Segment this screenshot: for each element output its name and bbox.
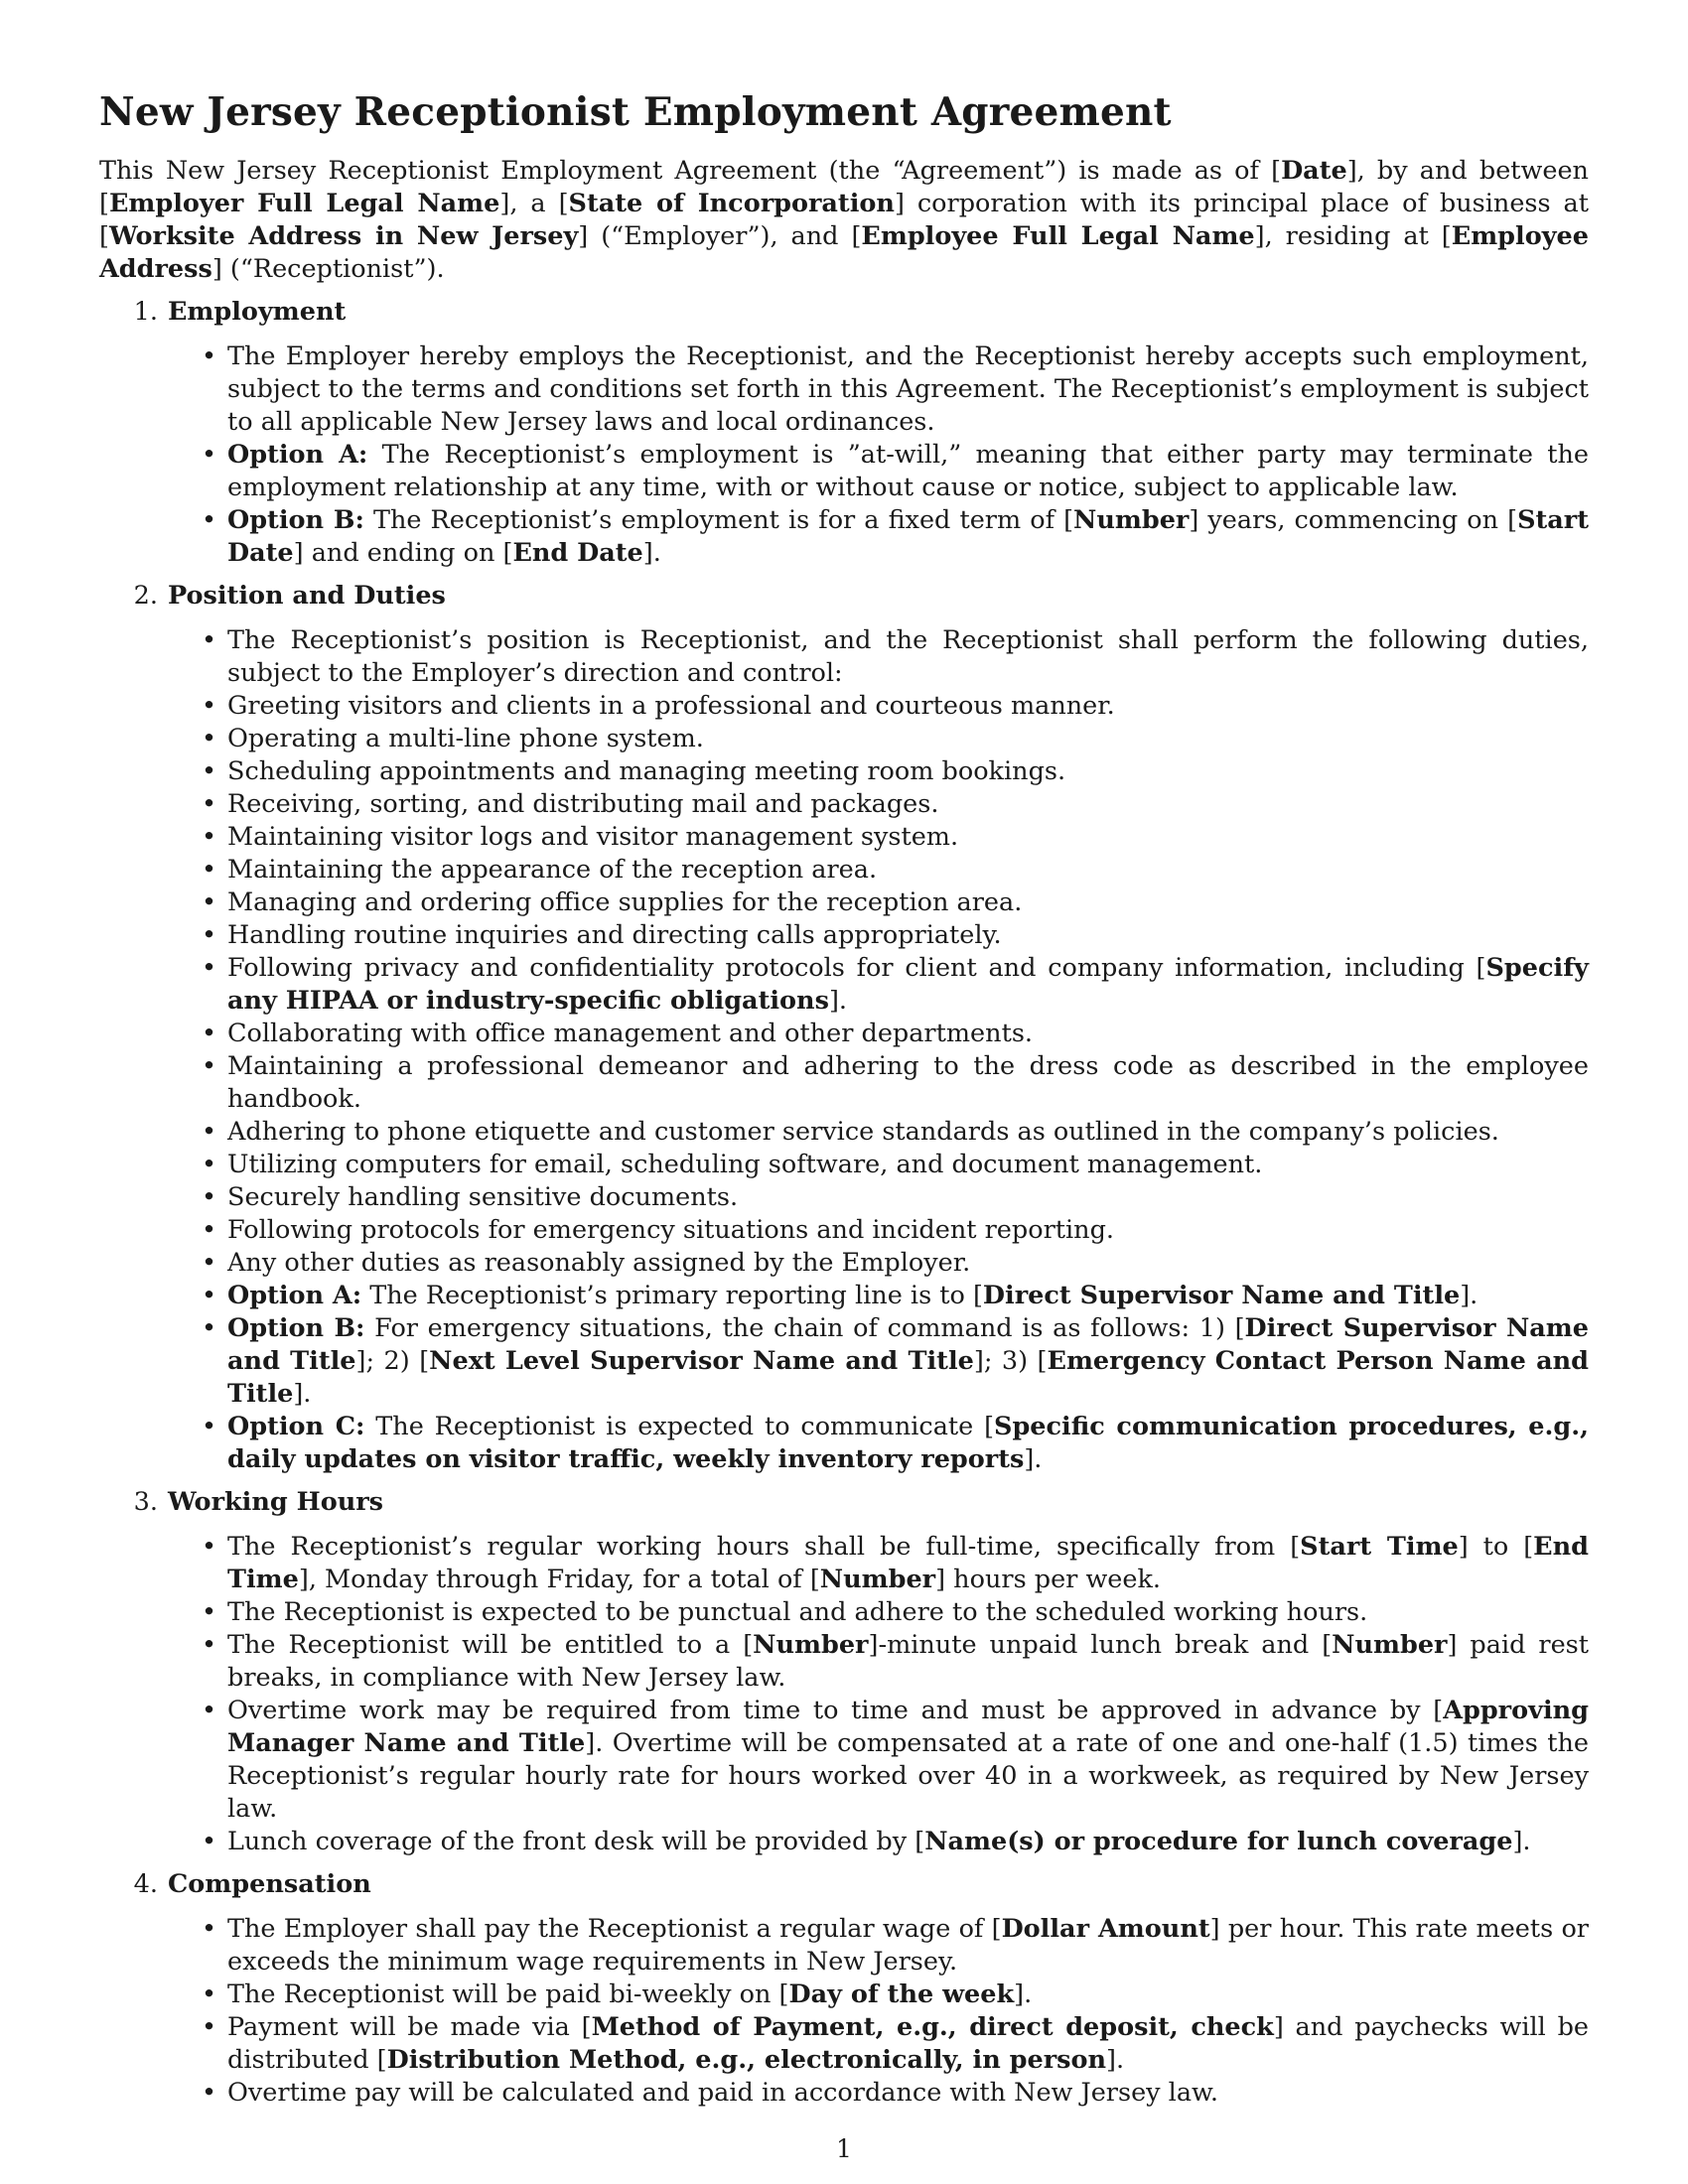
list-item: • The Receptionist’s regular working hours shall be full-time, specifically from [Start Time] to [End Time], Monday through Friday, for a total of [Number] hours per week. [227, 1531, 1589, 1596]
placeholder-field: Number [1073, 505, 1190, 535]
list-item: • Scheduling appointments and managing meeting room bookings. [227, 755, 1589, 788]
section-1 [99, 296, 1589, 570]
placeholder-field: Option B: [227, 1313, 365, 1343]
placeholder-field: Specific communication procedures, e.g., daily updates on visitor traffic, weekly inventory reports [227, 1412, 1589, 1474]
list-item: • Option A: The Receptionist’s primary reporting line is to [Direct Supervisor Name and Title]. [227, 1280, 1589, 1312]
section-list [99, 296, 1589, 2110]
list-item: • Option B: For emergency situations, the chain of command is as follows: 1) [Direct Supervisor Name and Title]; 2) [Next Level Supervisor Name and Title]; 3) [Emergency Contact Person Name and Title]. [227, 1312, 1589, 1411]
placeholder-field: Number [1332, 1630, 1448, 1660]
list-item: • Overtime pay will be calculated and paid in accordance with New Jersey law. [227, 2077, 1589, 2110]
list-item: • Following protocols for emergency situations and incident reporting. [227, 1214, 1589, 1247]
placeholder-field: Emergency Contact Person Name and Title [227, 1346, 1589, 1409]
placeholder-field: State of Incorporation [568, 189, 895, 218]
section-4 [99, 1868, 1589, 2110]
placeholder-field: Method of Payment, e.g., direct deposit, check [591, 2012, 1274, 2042]
section-2 [99, 580, 1589, 1476]
placeholder-field: Specify any HIPAA or industry-specific obligations [227, 953, 1589, 1016]
page-number: 1 [836, 2134, 852, 2163]
placeholder-field: Option B: [227, 505, 364, 535]
placeholder-field: Dollar Amount [1001, 1914, 1210, 1944]
list-item: • Option A: The Receptionist’s employment is ”at-will,” meaning that either party may terminate the employment relationship at any time, with or without cause or notice, subject to applicable law. [227, 439, 1589, 504]
section-number: 2. [133, 581, 158, 611]
list-item: • Maintaining the appearance of the reception area. [227, 854, 1589, 887]
bullet-list [99, 1913, 1589, 2110]
list-item: • Managing and ordering office supplies for the reception area. [227, 887, 1589, 919]
section-title: Position and Duties [168, 581, 446, 611]
placeholder-field: Employer Full Legal Name [108, 189, 500, 218]
list-item: • Payment will be made via [Method of Payment, e.g., direct deposit, check] and paychecks will be distributed [Distribution Method, e.g., electronically, in person]. [227, 2011, 1589, 2077]
section-title: Compensation [168, 1869, 371, 1899]
section-heading [132, 296, 1589, 329]
section-number: 3. [133, 1487, 158, 1517]
intro-paragraph: This New Jersey Receptionist Employment Agreement (the “Agreement”) is made as of [Date], by and between [Employer Full Legal Name], a [State of Incorporation] corporation with its principal place of business at [Worksite Address in New Jersey] (“Employer”), and [Employee Full Legal Name], residing at [Employee Address] (“Receptionist”). [99, 156, 1590, 284]
placeholder-field: Direct Supervisor Name and Title [982, 1281, 1461, 1310]
placeholder-field: Direct Supervisor Name and Title [227, 1313, 1589, 1376]
list-item: • Any other duties as reasonably assigned by the Employer. [227, 1247, 1589, 1280]
list-item: • The Employer shall pay the Receptionist a regular wage of [Dollar Amount] per hour. This rate meets or exceeds the minimum wage requirements in New Jersey. [227, 1913, 1589, 1979]
list-item: • Maintaining visitor logs and visitor management system. [227, 821, 1589, 854]
placeholder-field: Option A: [227, 440, 368, 470]
placeholder-field: Employee Address [99, 221, 1589, 284]
section-heading [132, 1868, 1589, 1901]
placeholder-field: Next Level Supervisor Name and Title [429, 1346, 974, 1376]
list-item: • Overtime work may be required from time to time and must be approved in advance by [Approving Manager Name and Title]. Overtime will be compensated at a rate of one and one-half (1.5) times the Receptionist’s regular hourly rate for hours worked over 40 in a workweek, as required by New Jersey law. [227, 1695, 1589, 1826]
section-number: 4. [133, 1869, 158, 1899]
list-item: • The Receptionist will be paid bi-weekly on [Day of the week]. [227, 1979, 1589, 2011]
placeholder-field: Employee Full Legal Name [861, 221, 1255, 251]
list-item: • Utilizing computers for email, scheduling software, and document management. [227, 1149, 1589, 1181]
bullet-list [99, 1531, 1589, 1858]
section-3 [99, 1486, 1589, 1858]
list-item: • Operating a multi-line phone system. [227, 723, 1589, 755]
list-item: • The Receptionist’s position is Receptionist, and the Receptionist shall perform the following duties, subject to the Employer’s direction and control: [227, 624, 1589, 690]
list-item: • Handling routine inquiries and directing calls appropriately. [227, 919, 1589, 952]
section-title: Working Hours [168, 1487, 384, 1517]
document-page [99, 87, 1589, 2119]
list-item: • Option C: The Receptionist is expected to communicate [Specific communication procedures, e.g., daily updates on visitor traffic, weekly inventory reports]. [227, 1411, 1589, 1476]
list-item: • Collaborating with office management and other departments. [227, 1018, 1589, 1050]
placeholder-field: Option C: [227, 1412, 365, 1441]
list-item: • The Employer hereby employs the Receptionist, and the Receptionist hereby accepts such employment, subject to the terms and conditions set forth in this Agreement. The Receptionist’s employment is subject to all applicable New Jersey laws and local ordinances. [227, 341, 1589, 439]
bullet-list [99, 624, 1589, 1476]
placeholder-field: Worksite Address in New Jersey [108, 221, 579, 251]
placeholder-field: Start Date [227, 505, 1590, 568]
list-item: • The Receptionist will be entitled to a [Number]-minute unpaid lunch break and [Number] paid rest breaks, in compliance with New Jersey law. [227, 1629, 1589, 1695]
document-title: New Jersey Receptionist Employment Agreement [99, 89, 1172, 135]
placeholder-field: Start Time [1300, 1532, 1459, 1562]
list-item: • Option B: The Receptionist’s employment is for a fixed term of [Number] years, commencing on [Start Date] and ending on [End Date]. [227, 504, 1589, 570]
list-item: • Greeting visitors and clients in a professional and courteous manner. [227, 690, 1589, 723]
list-item: • The Receptionist is expected to be punctual and adhere to the scheduled working hours. [227, 1596, 1589, 1629]
section-number: 1. [133, 297, 158, 327]
placeholder-field: Date [1281, 156, 1347, 186]
list-item: • Lunch coverage of the front desk will be provided by [Name(s) or procedure for lunch coverage]. [227, 1826, 1589, 1858]
list-item: • Adhering to phone etiquette and customer service standards as outlined in the company’s policies. [227, 1116, 1589, 1149]
bullet-list [99, 341, 1589, 570]
section-heading [132, 1486, 1589, 1519]
list-item: • Maintaining a professional demeanor and adhering to the dress code as described in the employee handbook. [227, 1050, 1589, 1116]
list-item: • Following privacy and confidentiality protocols for client and company information, including [Specify any HIPAA or industry-specific obligations]. [227, 952, 1589, 1018]
placeholder-field: Option A: [227, 1281, 362, 1310]
placeholder-field: End Time [227, 1532, 1589, 1594]
placeholder-field: Approving Manager Name and Title [227, 1696, 1589, 1758]
placeholder-field: Number [819, 1565, 936, 1594]
list-item: • Receiving, sorting, and distributing mail and packages. [227, 788, 1589, 821]
placeholder-field: Day of the week [788, 1979, 1015, 2009]
placeholder-field: Distribution Method, e.g., electronically, in person [386, 2045, 1107, 2075]
placeholder-field: Name(s) or procedure for lunch coverage [924, 1827, 1513, 1856]
section-title: Employment [168, 297, 347, 327]
list-item: • Securely handling sensitive documents. [227, 1181, 1589, 1214]
section-heading [132, 580, 1589, 613]
placeholder-field: End Date [512, 538, 643, 568]
placeholder-field: Number [753, 1630, 869, 1660]
